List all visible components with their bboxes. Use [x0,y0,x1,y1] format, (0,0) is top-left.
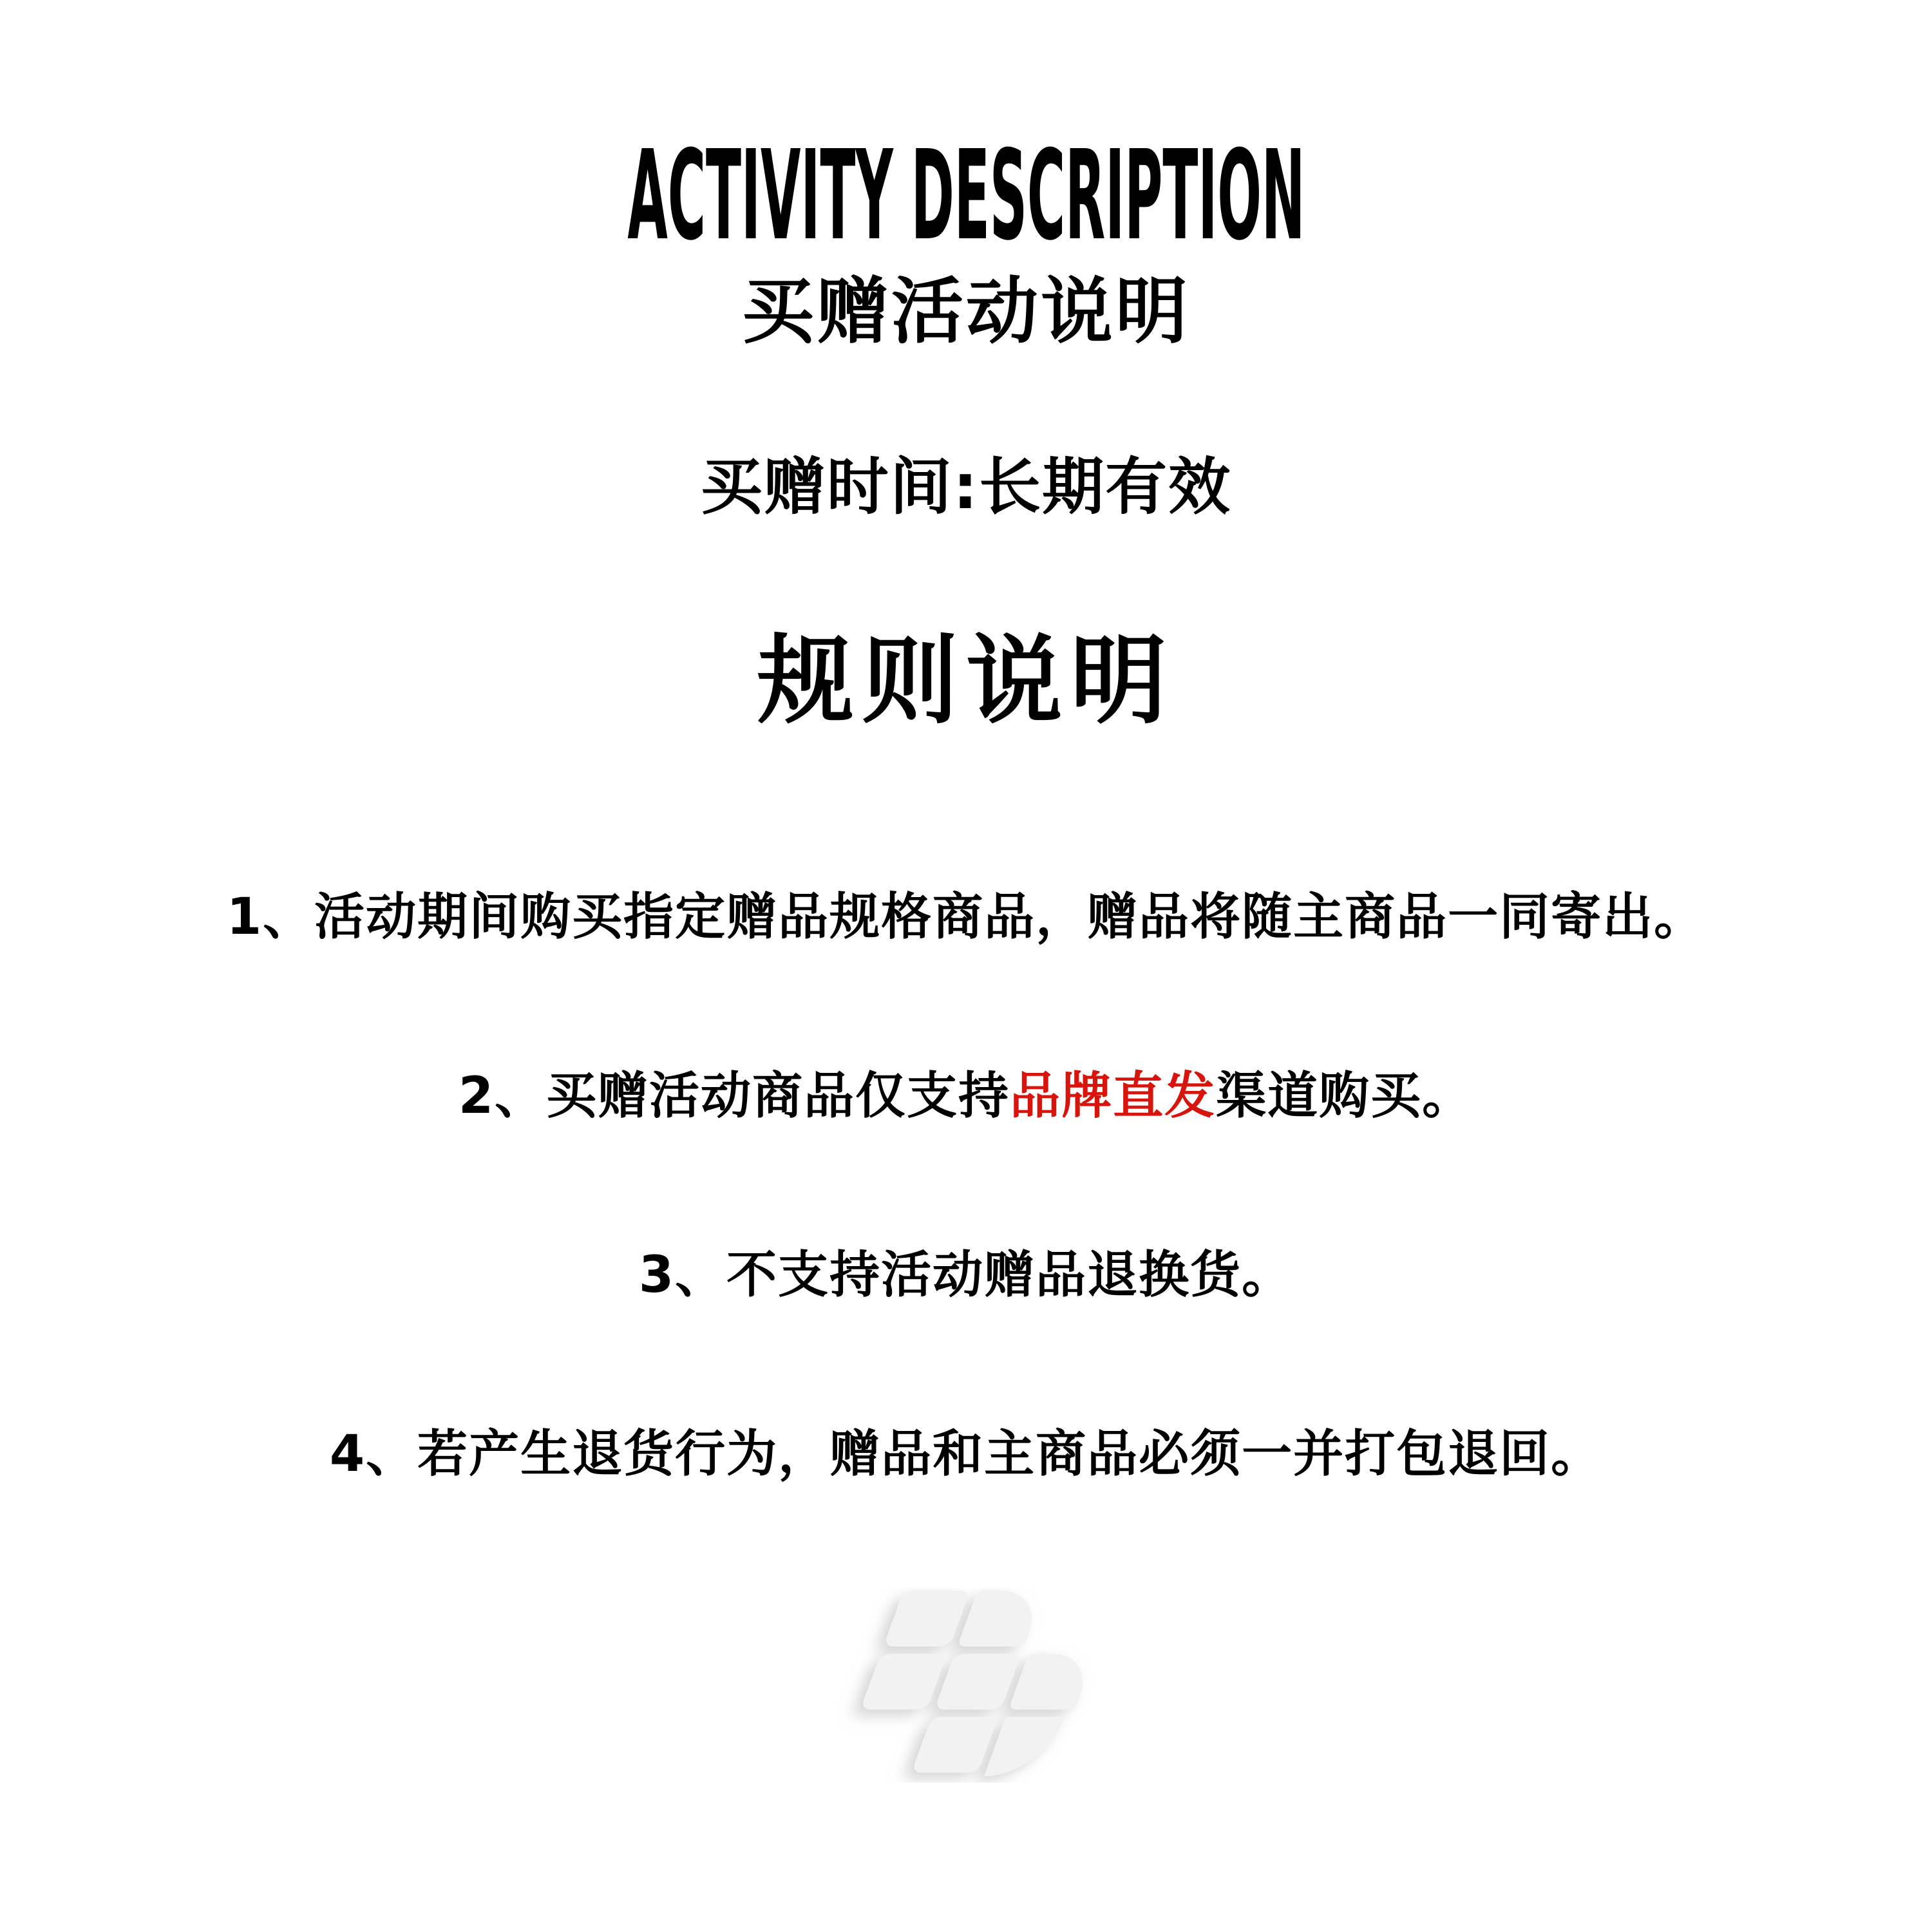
page-title-en [0,124,1932,268]
rule-item-1 [0,881,1932,953]
rule-number: 1、 [226,888,315,946]
rule-text: 活动期间购买指定赠品规格商品，赠品将随主商品一同寄出。 [314,888,1706,946]
rule-item-4 [0,1418,1932,1490]
rule-number: 3、 [638,1246,727,1304]
rule-highlight: 品牌直发 [1010,1067,1217,1125]
rule-number: 2、 [458,1067,547,1125]
rule-item-3 [0,1239,1932,1311]
rule-text: 买赠活动商品仅支持 [546,1067,1010,1125]
promotion-period-line: 买赠时间:长期有效 [700,451,1232,523]
rule-item-2 [0,1060,1932,1132]
rules-heading: 规则说明 [757,625,1175,737]
page-title-zh: 买赠活动说明 [742,270,1190,354]
page-title-en-text: ACTIVITY DESCRIPTION [627,124,1305,268]
rule-text: 渠道购买。 [1216,1067,1474,1125]
brand-p-logo-icon [829,1588,1103,1783]
rule-number: 4、 [329,1425,418,1483]
rule-text: 不支持活动赠品退换货。 [726,1246,1294,1304]
rule-text: 若产生退货行为，赠品和主商品必须一并打包退回。 [417,1425,1603,1483]
